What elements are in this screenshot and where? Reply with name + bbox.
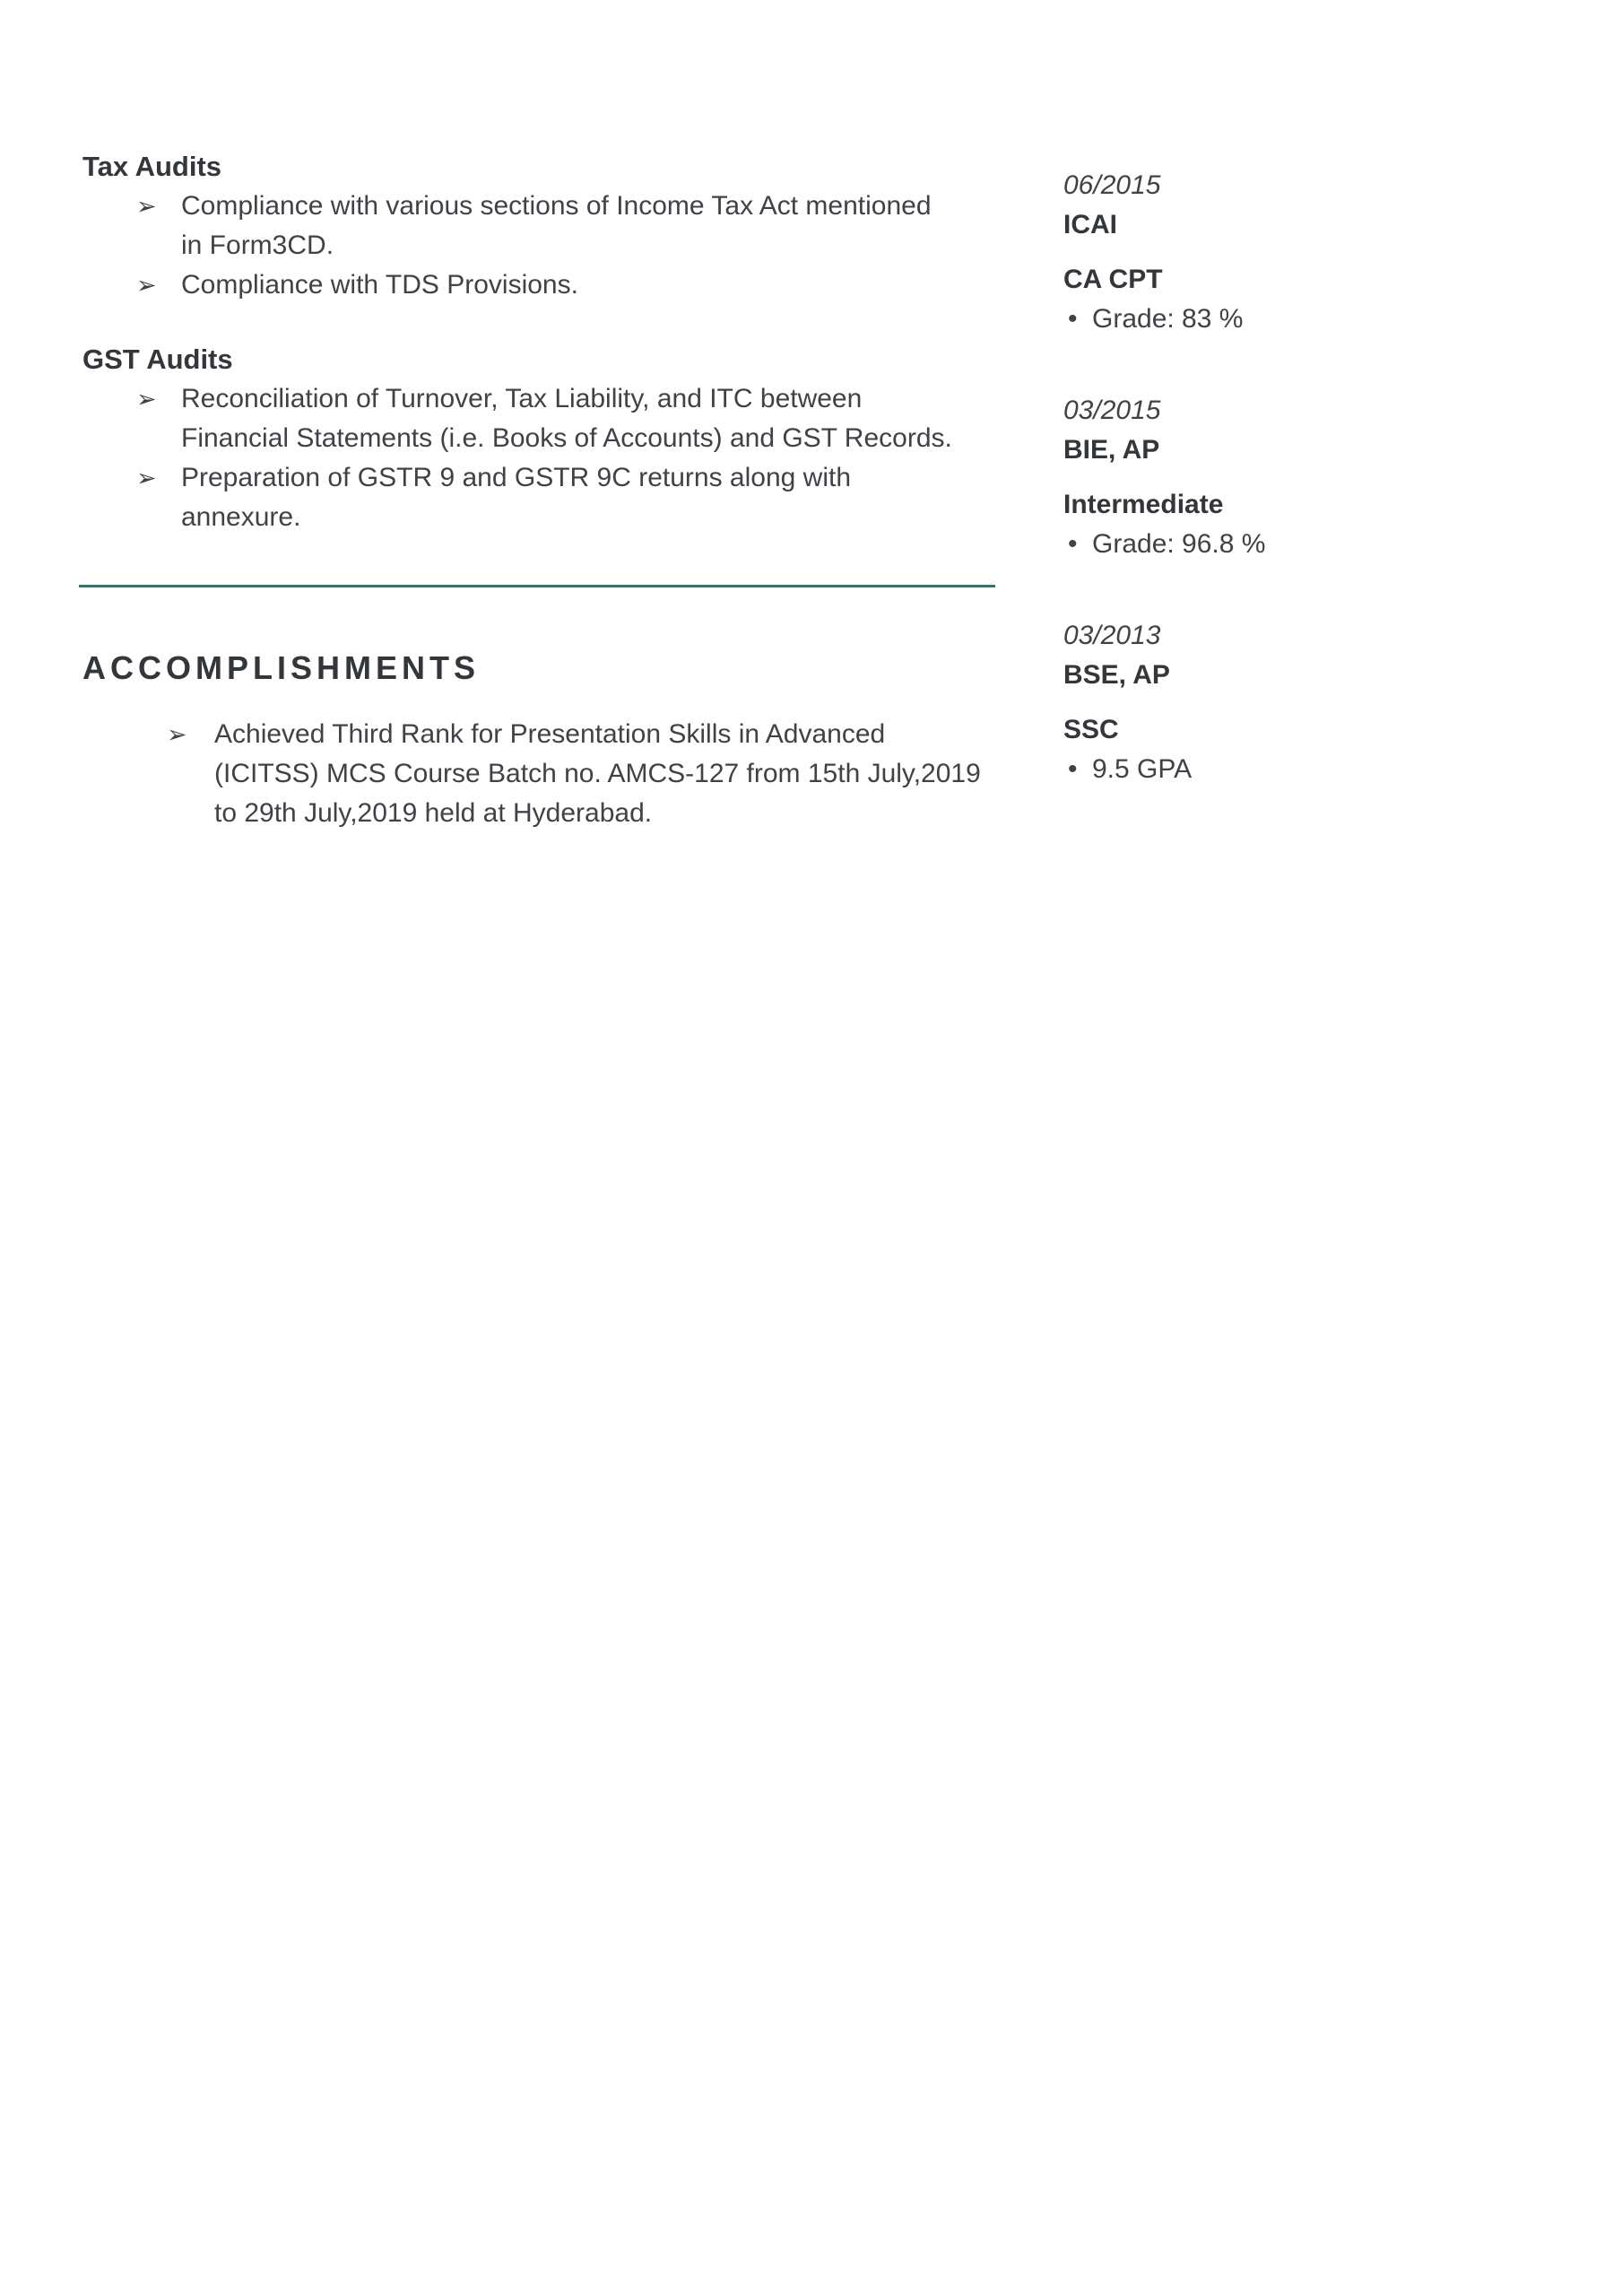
- entry-qualification: Intermediate: [1063, 490, 1224, 519]
- arrow-bullet-icon: ➢: [136, 193, 157, 220]
- entry-detail: [1063, 750, 1592, 789]
- education-entry: [1063, 391, 1592, 564]
- list-item: [82, 265, 1006, 305]
- entry-date: 03/2013: [1063, 621, 1161, 650]
- arrow-bullet-icon: ➢: [136, 386, 157, 413]
- section-gst-audits: [82, 340, 1006, 537]
- dot-bullet-icon: •: [1068, 754, 1078, 784]
- arrow-bullet-icon: ➢: [136, 272, 157, 299]
- entry-detail-text: Grade: 96.8 %: [1092, 529, 1266, 559]
- entry-detail: [1063, 525, 1592, 564]
- entry-detail-text: 9.5 GPA: [1092, 754, 1193, 784]
- entry-institution: ICAI: [1063, 210, 1117, 239]
- bullet-text: [214, 715, 1006, 833]
- bullet-line: Financial Statements (i.e. Books of Accounts) and GST Records.: [181, 423, 952, 453]
- bullet-line: annexure.: [181, 502, 301, 532]
- arrow-bullet-icon: ➢: [167, 721, 187, 748]
- accomplishments-title: ACCOMPLISHMENTS: [82, 649, 480, 686]
- list-item: [82, 458, 1006, 537]
- dot-bullet-icon: •: [1068, 304, 1078, 334]
- bullet-text: [181, 265, 1006, 305]
- section-tax-audits: [82, 147, 1006, 305]
- bullet-text: [181, 458, 1006, 537]
- bullet-list: [82, 379, 1006, 537]
- arrow-bullet-icon: ➢: [136, 465, 157, 491]
- dot-bullet-icon: •: [1068, 529, 1078, 559]
- entry-date: 03/2015: [1063, 396, 1161, 425]
- group-heading: GST Audits: [82, 344, 233, 375]
- entry-institution: BIE, AP: [1063, 435, 1160, 465]
- education-entry: [1063, 616, 1592, 789]
- entry-qualification: CA CPT: [1063, 265, 1163, 294]
- entry-date: 06/2015: [1063, 170, 1161, 200]
- entry-detail: [1063, 300, 1592, 339]
- bullet-text: [181, 379, 1006, 458]
- group-heading: Tax Audits: [82, 151, 222, 182]
- bullet-line: Achieved Third Rank for Presentation Skills in Advanced: [214, 719, 886, 749]
- list-item: [82, 187, 1006, 265]
- bullet-line: in Form3CD.: [181, 230, 334, 260]
- accomplishments-list: [82, 715, 1006, 833]
- bullet-line: Compliance with TDS Provisions.: [181, 270, 578, 300]
- bullet-line: to 29th July,2019 held at Hyderabad.: [214, 798, 653, 828]
- bullet-line: Compliance with various sections of Income Tax Act mentioned: [181, 191, 932, 221]
- left-column: [82, 147, 1006, 833]
- list-item: [82, 379, 1006, 458]
- section-divider: [79, 585, 995, 587]
- education-entry: [1063, 166, 1592, 339]
- bullet-list: [82, 187, 1006, 305]
- list-item: [82, 715, 1006, 833]
- entry-institution: BSE, AP: [1063, 660, 1170, 690]
- bullet-text: [181, 187, 1006, 265]
- bullet-line: Reconciliation of Turnover, Tax Liability, and ITC between: [181, 384, 863, 413]
- entry-detail-text: Grade: 83 %: [1092, 304, 1244, 334]
- bullet-line: Preparation of GSTR 9 and GSTR 9C returns along with: [181, 463, 852, 492]
- education-column: [1063, 166, 1592, 789]
- entry-qualification: SSC: [1063, 715, 1119, 744]
- bullet-line: (ICITSS) MCS Course Batch no. AMCS-127 from 15th July,2019: [214, 759, 981, 788]
